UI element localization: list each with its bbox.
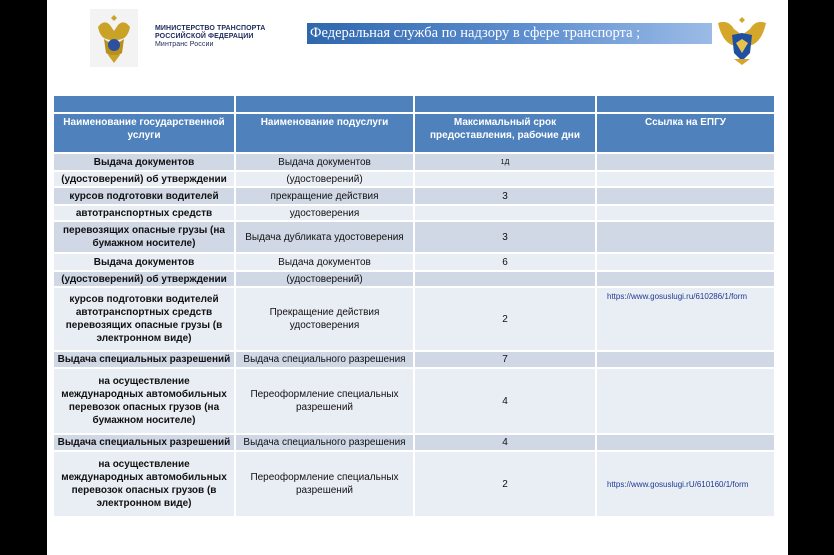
table-row <box>54 172 776 188</box>
days-cell: 6 <box>415 254 597 272</box>
subservice-cell: Переоформление специальных разрешений <box>236 452 415 518</box>
ministry-name <box>155 25 265 49</box>
days-cell: 2 <box>415 288 597 352</box>
table-row <box>54 352 776 369</box>
header-spacer-cell <box>54 96 236 114</box>
link-cell <box>597 254 776 272</box>
service-cell: курсов подготовки водителей автотранспортных средств перевозящих опасные грузы (в электронном виде) <box>54 288 236 352</box>
epgu-link[interactable]: https://www.gosuslugi.ru/610286/1/form <box>597 288 776 352</box>
days-cell <box>415 272 597 288</box>
column-header-service: Наименование государственной услуги <box>54 114 236 154</box>
days-cell <box>415 172 597 188</box>
table-row <box>54 288 776 352</box>
link-cell <box>597 369 776 435</box>
subservice-cell: прекращение действия <box>236 188 415 206</box>
column-header-days: Максимальный срок предоставления, рабочие дни <box>415 114 597 154</box>
link-cell <box>597 172 776 188</box>
table-row <box>54 188 776 206</box>
epgu-link[interactable]: https://www.gosuslugi.rU/610160/1/form <box>597 452 776 518</box>
link-cell <box>597 435 776 452</box>
link-cell <box>597 352 776 369</box>
service-cell: автотранспортных средств <box>54 206 236 222</box>
rostransnadzor-emblem-icon <box>714 13 770 67</box>
table-row <box>54 452 776 518</box>
service-cell: на осуществление международных автомобильных перевозок опасных грузов (на бумажном носителе) <box>54 369 236 435</box>
ministry-line-3: Минтранс России <box>155 41 214 48</box>
days-cell: 4 <box>415 435 597 452</box>
days-cell: 1Д <box>415 154 597 172</box>
link-cell <box>597 154 776 172</box>
ministry-line-2: РОССИЙСКОЙ ФЕДЕРАЦИИ <box>155 33 254 40</box>
subservice-cell: Выдача документов <box>236 254 415 272</box>
days-cell: 3 <box>415 188 597 206</box>
service-cell: (удостоверений) об утверждении <box>54 272 236 288</box>
days-cell: 4 <box>415 369 597 435</box>
column-header-link: Ссылка на ЕПГУ <box>597 114 776 154</box>
table-row <box>54 206 776 222</box>
service-cell: курсов подготовки водителей <box>54 188 236 206</box>
table-row <box>54 369 776 435</box>
subservice-cell: удостоверения <box>236 206 415 222</box>
subservice-cell: Прекращение действия удостоверения <box>236 288 415 352</box>
slide <box>47 0 788 555</box>
table-row <box>54 154 776 172</box>
table-row <box>54 272 776 288</box>
subservice-cell: Выдача специального разрешения <box>236 435 415 452</box>
service-cell: перевозящих опасные грузы (на бумажном носителе) <box>54 222 236 254</box>
subservice-cell: (удостоверений) <box>236 272 415 288</box>
table-row <box>54 222 776 254</box>
ministry-emblem-icon <box>90 9 138 67</box>
header-spacer-cell <box>597 96 776 114</box>
link-cell <box>597 206 776 222</box>
service-title: Федеральная служба по надзору в сфере транспорта ; <box>310 25 641 41</box>
service-cell: Выдача документов <box>54 254 236 272</box>
ministry-line-1: МИНИСТЕРСТВО ТРАНСПОРТА <box>155 25 266 32</box>
subservice-cell: (удостоверений) <box>236 172 415 188</box>
service-cell: Выдача документов <box>54 154 236 172</box>
days-cell: 7 <box>415 352 597 369</box>
column-header-subservice: Наименование подуслуги <box>236 114 415 154</box>
service-cell: (удостоверений) об утверждении <box>54 172 236 188</box>
subservice-cell: Выдача документов <box>236 154 415 172</box>
days-cell: 2 <box>415 452 597 518</box>
service-cell: Выдача специальных разрешений <box>54 435 236 452</box>
link-cell <box>597 188 776 206</box>
subservice-cell: Выдача специального разрешения <box>236 352 415 369</box>
service-cell: Выдача специальных разрешений <box>54 352 236 369</box>
table-header-row <box>54 114 776 154</box>
header-spacer-cell <box>236 96 415 114</box>
header-spacer-cell <box>415 96 597 114</box>
table-row <box>54 254 776 272</box>
table-row <box>54 435 776 452</box>
link-cell <box>597 222 776 254</box>
subservice-cell: Выдача дубликата удостоверения <box>236 222 415 254</box>
table-header-spacer-row <box>54 96 776 114</box>
days-cell: 3 <box>415 222 597 254</box>
days-cell <box>415 206 597 222</box>
subservice-cell: Переоформление специальных разрешений <box>236 369 415 435</box>
service-cell: на осуществление международных автомобильных перевозок опасных грузов (в электронном виде) <box>54 452 236 518</box>
link-cell <box>597 272 776 288</box>
